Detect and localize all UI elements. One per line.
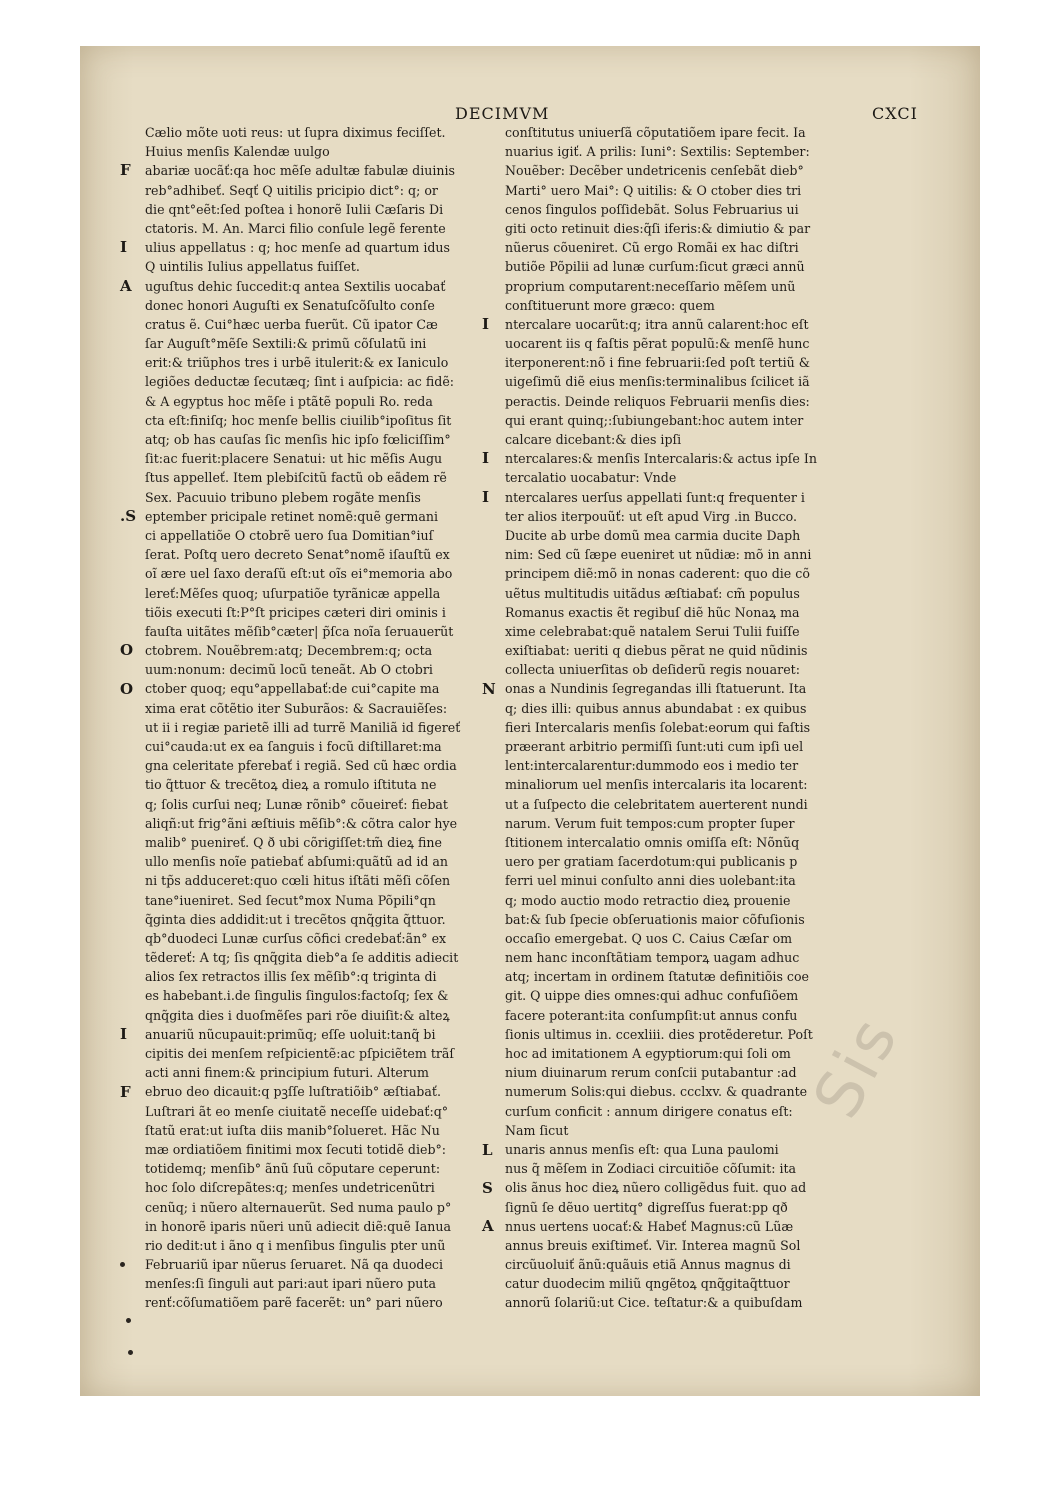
initial-letter: A [482, 1217, 494, 1236]
initial-letter: F [120, 161, 131, 180]
text-line: atq; incertam in ordinem ſtatutæ definitiõis coe [505, 969, 810, 985]
text-line: ſtatũ erat:ut iuſta diis manib°ſolueret. Hãc Nu [145, 1122, 440, 1138]
margin-dot [120, 1262, 125, 1267]
text-line: præerant arbitrio permiſſi ſunt:uti cum ipſi uel [505, 739, 804, 754]
text-line: ntercalares uerſus appellati ſunt:q frequenter i [505, 489, 805, 505]
text-line: Cælio mõte uoti reus: ut ſupra diximus feciſſet. [145, 125, 446, 140]
initial-letter: .S [120, 507, 137, 525]
initial-letter: F [120, 1083, 131, 1101]
text-line: cui°cauda:ut ex ea ſanguis i focũ diſtillaret:ma [145, 739, 442, 754]
text-line: circũuoluiť ãnũ:quãuis etiã Annus magnus di [505, 1257, 791, 1273]
text-line: Luſtrari ãt eo menſe ciuitatẽ neceſſe uidebať:q° [145, 1103, 449, 1119]
text-line: hoc ad imitationem A egyptiorum:qui ſoli om [505, 1046, 791, 1061]
text-line: butiõe Põpilii ad lunæ curſum:ſicut græci annũ [505, 259, 805, 275]
text-line: hoc ſolo diſcrepãtes:q; menſes undetricenũtri [145, 1180, 435, 1196]
text-line: menſes:ſi ſinguli aut pari:aut ipari nũero puta [145, 1276, 436, 1292]
text-line: qui erant quinq;:ſubiungebant:hoc autem inter [505, 412, 804, 428]
text-line: ntercalares:& menſis Intercalaris:& actus ipſe In [505, 451, 817, 467]
text-line: qb°duodeci Lunæ curſus cõfici credebať:ãn° ex [145, 930, 447, 946]
text-line: giti octo retinuit dies:q̃ſi iferis:& dimiutio & par [505, 220, 811, 236]
text-line: ebruo deo dicauit:q pꝫſſe luſtratiõib° æſtiabať. [145, 1084, 441, 1100]
text-line: totidemq; menſib° ãnũ ſuũ cõputare ceperunt: [145, 1161, 441, 1177]
margin-dot [126, 1318, 131, 1323]
text-line: Q uintilis Iulius appellatus fuiſſet. [145, 259, 360, 275]
text-line: xima erat cõtẽtio iter Suburãos: & Sacrauiẽſes: [145, 700, 448, 716]
text-line: aliqñ:ut frig°ãni æſtiuis mẽſib°:& cõtra calor hye [145, 815, 458, 831]
text-line: Ducite ab urbe domũ mea carmia ducite Daph [505, 527, 801, 543]
text-line: rio dedit:ut i ãno q i menſibus ſingulis pter unũ [145, 1237, 446, 1253]
text-line: tiõis executi ſt:P°ſt pricipes cæteri diri ominis i [145, 604, 446, 620]
text-line: acti anni finem:& principium futuri. Alterum [145, 1065, 429, 1081]
running-head: DECIMVM [455, 104, 550, 123]
text-line: eptember pricipale retinet nomẽ:quẽ germani [145, 508, 439, 524]
text-line: oĩ ære uel ſaxo deraſũ eſt:ut oĩs ei°memoria abo [145, 566, 453, 582]
text-line: uguſtus dehic ſuccedit:q antea Sextilis uocabať [145, 278, 446, 294]
text-line: ſtitionem intercalatio omnis omiſſa eſt: Nõnũq [505, 834, 800, 850]
text-line: peractis. Deinde reliquos Februarii menſis dies: [505, 393, 810, 409]
initial-letter: A [120, 276, 132, 295]
text-line: lereť:Mẽſes quoq; uſurpatiõe tyrãnicæ appella [145, 585, 441, 601]
text-line: cipitis dei menſem reſpicientẽ:ac pſpiciẽtem trãſ [145, 1046, 455, 1061]
margin-dot [128, 1350, 133, 1355]
text-line: iterponerent:nõ i fine februarii:ſed poſt tertiũ & [505, 355, 810, 371]
text-line: cenos ſingulos poſſidebãt. Solus Februarius ui [505, 201, 799, 217]
text-line: Huius menſis Kalendæ uulgo [145, 144, 330, 160]
text-line: atq; ob has cauſas ſic menſis hic ipſo fœliciſſim° [145, 432, 451, 447]
text-line: donec honori Auguſti ex Senatuſcõſulto conſe [145, 297, 435, 313]
initial-letter: I [482, 449, 490, 468]
text-line: & A egyptus hoc mẽſe i ptãtẽ populi Ro. reda [145, 393, 433, 409]
text-line: ſignũ ſe dẽuo uertitq° digreſſus fuerat:pp qð [505, 1199, 788, 1215]
text-line: ſionis ultimus in. ccexliii. dies protẽderetur. Poſt [505, 1026, 813, 1042]
text-line: nus q̃ mẽſem in Zodiaci circuitiõe cõſumit: ita [505, 1161, 797, 1177]
text-line: cenũq; i nũero alternauerũt. Sed numa paulo p° [145, 1199, 452, 1215]
watermark: Sis [799, 1003, 914, 1131]
text-line: erit:& triũphos tres i urbẽ itulerit:& ex Ianiculo [145, 355, 449, 371]
text-line: uigeſimũ diẽ eius menſis:terminalibus ſcilicet iã [505, 374, 810, 390]
text-line: collecta uniuerſitas ob deſiderũ regis nouaret: [505, 662, 800, 678]
text-line: ferri uel minui conſulto anni dies uolebant:ita [505, 873, 796, 889]
text-line: tio q̃ttuor & trecẽtoꝝ dieꝝ a romulo iſtituta ne [145, 777, 437, 793]
text-line: olis ãnus hoc dieꝝ nũero colligẽdus fuit. quo ad [505, 1180, 807, 1196]
text-line: xime celebrabat:quẽ natalem Serui Tulii fuiſſe [505, 623, 800, 639]
text-line: anuariũ nũcupauit:primũq; eſſe uoluit:tanq̃ bi [145, 1026, 436, 1042]
text-line: ter alios iterpouũť: ut eſt apud Virg .in Bucco. [505, 508, 797, 524]
text-line: ulius appellatus : q; hoc menſe ad quartum idus [145, 240, 451, 256]
text-line: nuarius igiť. A prilis: Iuni°: Sextilis: September: [505, 144, 810, 160]
text-line: Marti° uero Mai°: Q uitilis: & O ctober dies tri [505, 182, 802, 198]
text-line: in honorẽ iparis nũeri unũ adiecit diẽ:quẽ Ianua [145, 1218, 452, 1234]
initial-letter: N [482, 679, 496, 698]
text-line: lent:intercalarentur:dummodo eos i medio ter [505, 758, 799, 774]
initial-letter: I [482, 487, 490, 506]
text-line: renť:cõſumatiõem parẽ facerẽt: un° pari nũero [145, 1295, 443, 1311]
text-line: ctobrem. Nouẽbrem:atq; Decembrem:q; octa [145, 643, 433, 659]
text-line: ſit:ac fuerit:placere Senatui: ut hic mẽſis Augu [145, 451, 443, 467]
text-line: catur duodecim miliũ qngẽtoꝝ qnq̃gitaq̃ttuor [505, 1276, 790, 1292]
text-line: malib° puenireť. Q ð ubi cõrigiſſet:tm̃ dieꝝ fine [145, 834, 442, 850]
text-line: uocarent iis q faſtis pẽrat populũ:& menſẽ hunc [505, 336, 810, 352]
text-line: tercalatio uocabatur: Vnde [505, 470, 677, 486]
text-line: tane°iueniret. Sed ſecut°mox Numa Põpili°qn [145, 892, 436, 908]
initial-letter: L [482, 1140, 493, 1159]
initial-letter: O [120, 679, 134, 698]
text-line: mæ ordiatiõem finitimi mox ſecuti totidẽ dieb°: [145, 1141, 447, 1157]
text-line: bat:& ſub ſpecie obſeruationis maior cõfuſionis [505, 911, 805, 927]
text-line: legiões deductæ ſecutæq; ſint i auſpicia: ac fidẽ: [145, 374, 455, 390]
text-line: Nam ſicut [505, 1122, 569, 1138]
text-line: ci appellatiõe O ctobrẽ uero ſua Domitian°iuſ [145, 527, 434, 543]
text-line: principem diẽ:mõ in nonas caderent: quo die cõ [505, 566, 810, 582]
text-line: occaſio emergebat. Q uos C. Caius Cæſar om [505, 930, 793, 946]
text-line: exiſtiabat: ueriti q diebus pẽrat ne quid nũdinis [505, 643, 808, 659]
text-line: ut ii i regiæ parietẽ illi ad turrẽ Maniliã id figereť [145, 719, 461, 735]
text-line: Sex. Pacuuio tribuno plebem rogãte menſis [145, 489, 421, 505]
right-text-column [505, 123, 840, 1313]
text-line: uẽtus multitudis uitãdus æſtiabať: cm̃ populus [505, 585, 800, 601]
text-line: numerum Solis:qui diebus. ccclxv. & quadrante [505, 1084, 808, 1100]
text-line: ctatoris. M. An. Marci filio conſule legẽ ferente [145, 220, 446, 236]
text-line: Romanus exactis ẽt regibuſ diẽ hũc Nonaꝝ ma [505, 604, 800, 620]
text-line: ſerat. Poſtq uero decreto Senat°nomẽ iſauſtũ ex [145, 547, 450, 563]
text-line: cta eſt:finiſq; hoc menſe bellis ciuilib°ipoſitus ſit [145, 412, 452, 428]
text-line: tẽdereť: A tq; ſis qnq̃gita dieb°a ſe additis adiecit [145, 950, 459, 966]
text-line: q̃ginta dies addidit:ut i trecẽtos qnq̃gita q̃ttuor. [145, 911, 446, 927]
text-line: qnq̃gita dies i duoſmẽſes pari rõe diuiſit:& alteꝝ [145, 1007, 450, 1023]
text-line: ntercalare uocarũt:q; itra annũ calarent:hoc eſt [505, 316, 809, 332]
text-line: facere poterant:ita conſumpſit:ut annus confu [505, 1007, 798, 1023]
text-line: uum:nonum: decimũ locũ teneãt. Ab O ctobri [145, 662, 433, 678]
text-line: git. Q uippe dies omnes:qui adhuc confuſiõem [505, 988, 799, 1004]
text-line: nũerus cõueniret. Cũ ergo Romãi ex hac diſtri [505, 240, 799, 256]
text-line: curſum conficit : annum dirigere conatus eſt: [505, 1103, 793, 1119]
text-line: proprium computarent:neceſſario mẽſem unũ [505, 278, 796, 294]
text-line: fieri Intercalaris menſis ſolebat:eorum qui faſtis [505, 719, 811, 735]
text-line: Nouẽber: Decẽber undetricenis cenſebãt dieb° [505, 163, 804, 179]
text-line: es habebant.i.de ſingulis ſingulos:factoſq; ſex & [145, 988, 449, 1004]
text-line: ullo menſis noĩe patiebať abſumi:quãtũ ad id an [145, 854, 449, 870]
text-line: cratus ẽ. Cui°hæc uerba fuerũt. Cũ ipator Cæ [145, 316, 438, 332]
text-line: Februariũ ipar nũerus ſeruaret. Nã qa duodeci [145, 1257, 444, 1273]
text-line: calcare dicebant:& dies ipſi [505, 432, 682, 447]
text-line: q; dies illi: quibus annus abundabat : ex quibus [505, 700, 807, 716]
text-line: ctober quoq; equ°appellabať:de cui°capite ma [145, 681, 440, 697]
text-line: q; ſolis curſui neq; Lunæ rõnib° cõueireť: fiebat [145, 796, 448, 812]
text-line: onas a Nundinis ſegregandas illi ſtatuerunt. Ita [505, 681, 807, 697]
text-line: annorũ ſolariũ:ut Cice. teſtatur:& a quibuſdam [505, 1295, 803, 1311]
text-line: conſtitutus uniuerſã cõputatiõem ipare fecit. Ia [505, 125, 806, 140]
text-line: fauſta uitãtes mẽſib°cæter| p̃ſca noĩa ſeruauerũt [145, 623, 454, 639]
text-line: reb°adhibeť. Seqť Q uitilis pricipio dict°: q; or [145, 182, 438, 198]
text-line: nem hanc inconſtãtiam temporꝝ uagam adhuc [505, 950, 800, 966]
text-line: nium diuinarum rerum conſcii putabantur :ad [505, 1065, 797, 1081]
text-line: minaliorum uel menſis intercalaris ita locarent: [505, 777, 808, 793]
folio-number: CXCI [872, 104, 918, 123]
text-line: unaris annus menſis eſt: qua Luna paulomi [505, 1141, 779, 1157]
text-line: nnus uertens uocať:& Habeť Magnus:cũ Lũæ [505, 1218, 794, 1234]
text-line: abariæ uocãť:qa hoc mẽſe adultæ fabulæ diuinis [145, 163, 456, 179]
left-text-column [145, 123, 480, 1313]
text-line: ſtus appelleť. Item plebiſcitũ factũ ob eãdem rẽ [145, 470, 447, 486]
text-line: ſar Auguſt°mẽſe Sextili:& primũ cõſulatũ ini [145, 336, 427, 352]
text-line: die qnt°eẽt:ſed poſtea i honorẽ Iulii Cæſaris Di [145, 201, 444, 217]
initial-letter: I [482, 315, 490, 333]
text-line: narum. Verum fuit tempos:cum propter ſuper [505, 815, 795, 831]
text-line: gna celeritate pferebať i regiã. Sed cũ hæc ordia [145, 758, 457, 774]
text-line: uero per gratiam ſacerdotum:qui publicanis p [505, 854, 798, 870]
text-line: ni tp̃s adduceret:quo cœli hitus iſtãti mẽſi cõſen [145, 873, 451, 889]
text-line: q; modo auctio modo retractio dieꝝ prouenie [505, 892, 791, 908]
text-line: ut a ſuſpecto die celebritatem auerterent nundi [505, 796, 808, 812]
text-line: nim: Sed cũ ſæpe eueniret ut nũdiæ: mõ in anni [505, 547, 812, 563]
text-line: conſtituerunt more græco: quem [505, 297, 715, 313]
initial-letter: I [120, 238, 128, 257]
initial-letter: O [120, 641, 134, 660]
initial-letter: S [482, 1179, 493, 1197]
initial-letter: I [120, 1025, 128, 1044]
text-line: annus breuis exiſtimeť. Vir. Interea magnũ Sol [505, 1237, 801, 1253]
text-line: alios ſex retractos illis ſex mẽſib°:q triginta di [145, 969, 437, 985]
